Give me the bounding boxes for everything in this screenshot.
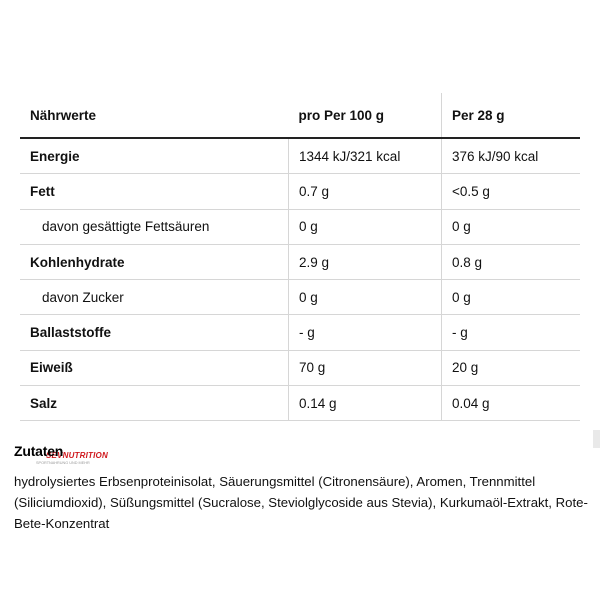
table-row [20,174,580,209]
table-row [20,315,580,350]
ingredients-title: Zutaten [14,443,64,459]
row-value-28g: <0.5 g [442,174,581,209]
row-value-100g: 0 g [289,209,442,244]
row-label-eiweiss: Eiweiß [20,350,289,385]
table-row [20,244,580,279]
table-row [20,386,580,421]
row-label-kohlenhydrate: Kohlenhydrate [20,244,289,279]
row-value-28g: - g [442,315,581,350]
row-value-28g: 0 g [442,280,581,315]
ingredients-text: hydrolysiertes Erbsenproteinisolat, Säuerungsmittel (Citronensäure), Aromen, Trennmittel (Siliciumdioxid), Süßungsmittel (Sucralose, Steviolglycoside aus Stevia), Kurkumaöl-Extrakt, Rote-Bete-Konzentrat [14,474,588,531]
table-row [20,209,580,244]
row-value-100g: 70 g [289,350,442,385]
row-label-zucker: davon Zucker [20,280,289,315]
table-header-row [20,93,580,138]
nutrition-table [20,93,580,421]
row-value-28g: 376 kJ/90 kcal [442,138,581,174]
row-value-100g: 0 g [289,280,442,315]
row-value-100g: 2.9 g [289,244,442,279]
brand-logo-tagline: SPORTNAHRUNG UND MEHR [36,461,90,465]
row-label-salz: Salz [20,386,289,421]
row-value-100g: 1344 kJ/321 kcal [289,138,442,174]
table-row [20,138,580,174]
row-value-28g: 20 g [442,350,581,385]
edge-divider [593,430,600,448]
row-value-100g: 0.14 g [289,386,442,421]
table-row [20,350,580,385]
ingredients-heading [14,443,114,465]
row-value-28g: 0.8 g [442,244,581,279]
row-label-gesaettigte-fettsaeuren: davon gesättigte Fettsäuren [20,209,289,244]
brand-logo: SEVNUTRITION [46,451,108,460]
row-value-100g: - g [289,315,442,350]
row-label-fett: Fett [20,174,289,209]
header-naehrwerte: Nährwerte [20,93,289,138]
header-per-28g: Per 28 g [442,93,581,138]
row-value-100g: 0.7 g [289,174,442,209]
row-label-energie: Energie [20,138,289,174]
header-per-100g: pro Per 100 g [289,93,442,138]
row-label-ballaststoffe: Ballaststoffe [20,315,289,350]
row-value-28g: 0.04 g [442,386,581,421]
table-row [20,280,580,315]
row-value-28g: 0 g [442,209,581,244]
